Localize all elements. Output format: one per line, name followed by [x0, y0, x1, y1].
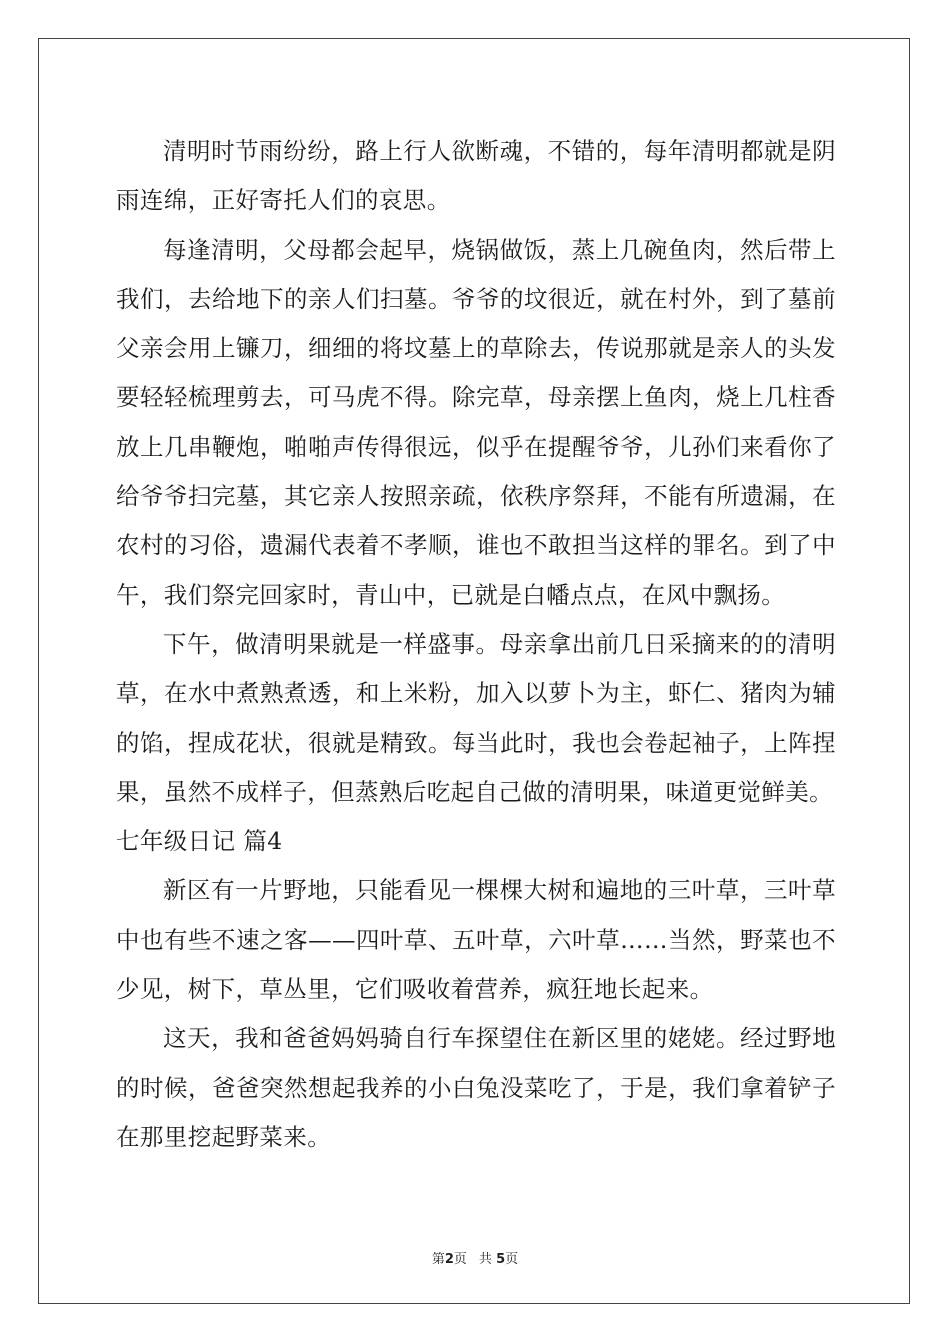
page-footer — [0, 1248, 950, 1267]
paragraph: 这天，我和爸爸妈妈骑自行车探望住在新区里的姥姥。经过野地的时候，爸爸突然想起我养的小白兔没菜吃了，于是，我们拿着铲子在那里挖起野菜来。 — [116, 1024, 836, 1151]
document-body — [116, 127, 836, 1162]
paragraph: 新区有一片野地，只能看见一棵棵大树和遍地的三叶草，三叶草中也有些不速之客——四叶草、五叶草，六叶草……当然，野菜也不少见，树下，草丛里，它们吸收着营养，疯狂地长起来。 — [116, 876, 836, 1004]
page-number: 第2页 — [431, 1252, 467, 1267]
paragraph: 清明时节雨纷纷，路上行人欲断魂，不错的，每年清明都就是阴雨连绵，正好寄托人们的哀思。 — [116, 137, 836, 215]
section-heading: 七年级日记 篇4 — [116, 827, 283, 856]
paragraph: 每逢清明，父母都会起早，烧锅做饭，蒸上几碗鱼肉，然后带上我们，去给地下的亲人们扫墓。爷爷的坟很近，就在村外，到了墓前父亲会用上镰刀，细细的将坟墓上的草除去，传说那就是亲人的头发要轻轻梳理剪去，可马虎不得。除完草，母亲摆上鱼肉，烧上几柱香放上几串鞭炮，啪啪声传得很远，似乎在提醒爷爷，儿孙们来看你了给爷爷扫完墓，其它亲人按照亲疏，依秩序祭拜，不能有所遗漏，在农村的习俗，遗漏代表着不孝顺，谁也不敢担当这样的罪名。到了中午，我们祭完回家时，青山中，已就是白幡点点，在风中飘扬。 — [116, 235, 836, 609]
paragraph: 下午，做清明果就是一样盛事。母亲拿出前几日采摘来的的清明草，在水中煮熟煮透，和上米粉，加入以萝卜为主，虾仁、猪肉为辅的馅，捏成花状，很就是精致。每当此时，我也会卷起袖子，上阵捏果，虽然不成样子，但蒸熟后吃起自己做的清明果，味道更觉鲜美。 — [116, 629, 836, 806]
page-total: 共 5页 — [478, 1252, 519, 1267]
